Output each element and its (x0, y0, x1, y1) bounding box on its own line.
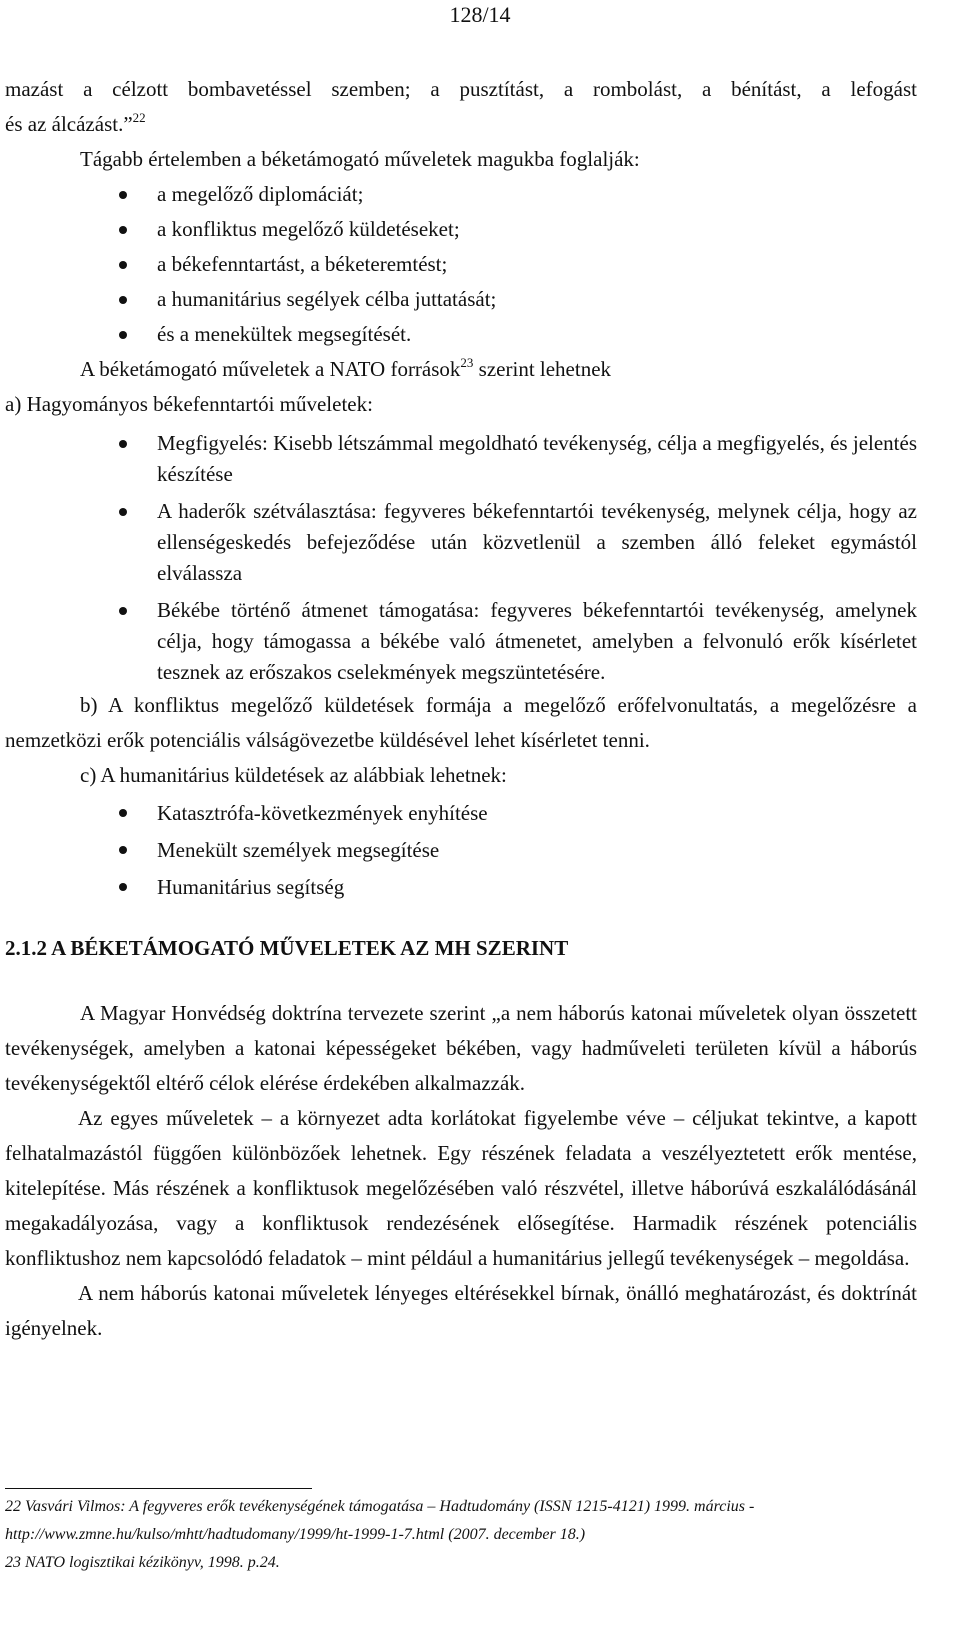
nato-b-paragraph: b) A konfliktus megelőző küldetések formája a megelőző erőfelvonultatás, a megelőzésre a nemzetközi erők potenciális válságövezetbe küldésével lehet kísérletet tenni. (5, 693, 917, 752)
list-item-text: Katasztrófa-következmények enyhítése (157, 801, 488, 825)
section-heading: 2.1.2 A BÉKETÁMOGATÓ MŰVELETEK AZ MH SZERINT (5, 936, 569, 960)
nato-lead-text: A béketámogató műveletek a NATO források (80, 357, 461, 381)
list-item (5, 317, 917, 352)
list-item-text: a békefenntartást, a béketeremtést; (157, 252, 448, 276)
list-item-text: és a menekültek megsegítését. (157, 322, 412, 346)
section-paragraph: Az egyes műveletek – a környezet adta korlátokat figyelembe véve – céljukat tekintve, a kapott felhatalmazástól függően különbözőek lehetnek. Egy részének feladata a veszélyeztetett erők mentése, kitelepítése. Más részének a konfliktusok megelőzésében való részvétel, illetve háborúvá eszkalálódásánál megakadályozása, vagy a konfliktusok rendezésének elősegítése. Harmadik részének potenciális konfliktushoz nem kapcsolódó feladatok – mint például a humanitárius jellegű tevékenységek – megoldása. (5, 1106, 917, 1270)
list-item-text: A haderők szétválasztása: fegyveres békefenntartói tevékenység, melynek célja, hogy az ellenségeskedés befejeződése után közvetlenül a szemben álló feleket egymástól elválassza (157, 499, 917, 585)
list-item (5, 496, 917, 589)
bullet-icon (119, 331, 127, 339)
list-item-text: Megfigyelés: Kisebb létszámmal megoldható tevékenység, célja a megfigyelés, és jelentés készítése (157, 431, 917, 486)
list-item (5, 282, 917, 317)
nato-a-title: a) Hagyományos békefenntartói műveletek: (5, 392, 373, 416)
nato-c-list (5, 795, 917, 906)
list-item (5, 247, 917, 282)
list-item-text: a megelőző diplomáciát; (157, 182, 364, 206)
list-item-text: Békébe történő átmenet támogatása: fegyveres békefenntartói tevékenység, amelynek célja, hogy támogassa a békébe való átmenetet, amelyben a felvonuló erők kísérletet tesznek az erőszakos cselekmények megszüntetésére. (157, 598, 917, 684)
footnote-ref-23[interactable]: 23 (460, 355, 474, 370)
broad-sense-list (5, 177, 917, 352)
bullet-icon (119, 296, 127, 304)
intro-line-1: mazást a célzott bombavetéssel szemben; a pusztítást, a rombolást, a bénítást, a lefogást (5, 77, 917, 101)
bullet-icon (119, 226, 127, 234)
bullet-icon (119, 191, 127, 199)
footnote-ref-22[interactable]: 22 (132, 110, 146, 125)
intro-line-2 (5, 107, 917, 142)
nato-lead-text-end: szerint lehetnek (473, 357, 612, 381)
bullet-icon (119, 809, 127, 817)
nato-c-title: c) A humanitárius küldetések az alábbiak lehetnek: (80, 763, 507, 787)
list-item (5, 795, 917, 832)
bullet-icon (119, 261, 127, 269)
page-body (5, 72, 917, 1346)
list-item-text: a humanitárius segélyek célba juttatását; (157, 287, 497, 311)
intro-text: és az álcázást.” (5, 112, 133, 136)
list-item-text: Menekült személyek megsegítése (157, 838, 440, 862)
nato-lead (5, 352, 917, 387)
bullet-icon (119, 508, 127, 516)
footnote-22: 22 Vasvári Vilmos: A fegyveres erők tevékenységének támogatása – Hadtudomány (ISSN 1215-4121) 1999. március - (5, 1498, 755, 1515)
list-item (5, 428, 917, 490)
nato-a-list (5, 428, 917, 688)
list-item (5, 595, 917, 688)
list-item (5, 177, 917, 212)
footnote-22-link[interactable]: http://www.zmne.hu/kulso/mhtt/hadtudomany/1999/ht-1999-1-7.html (2007. december 18.) (5, 1526, 586, 1543)
broad-sense-lead: Tágabb értelemben a béketámogató műveletek magukba foglalják: (80, 147, 640, 171)
footnote-23: 23 NATO logisztikai kézikönyv, 1998. p.24. (5, 1554, 280, 1571)
bullet-icon (119, 440, 127, 448)
list-item (5, 832, 917, 869)
list-item-text: a konfliktus megelőző küldetéseket; (157, 217, 460, 241)
section-paragraph: A nem háborús katonai műveletek lényeges eltérésekkel bírnak, önálló meghatározást, és doktrínát igényelnek. (5, 1281, 917, 1340)
bullet-icon (119, 883, 127, 891)
list-item-text: Humanitárius segítség (157, 875, 345, 899)
footnotes (5, 1493, 917, 1577)
page-number: 128/14 (449, 2, 511, 27)
footnote-divider (5, 1488, 312, 1489)
list-item (5, 869, 917, 906)
section-paragraph: A Magyar Honvédség doktrína tervezete szerint „a nem háborús katonai műveletek olyan összetett tevékenységek, amelyben a katonai képességeket békében, vagy hadműveleti területen kívül a háborús tevékenységektől eltérő célok elérése érdekében alkalmazzák. (5, 1001, 917, 1095)
bullet-icon (119, 846, 127, 854)
bullet-icon (119, 607, 127, 615)
list-item (5, 212, 917, 247)
